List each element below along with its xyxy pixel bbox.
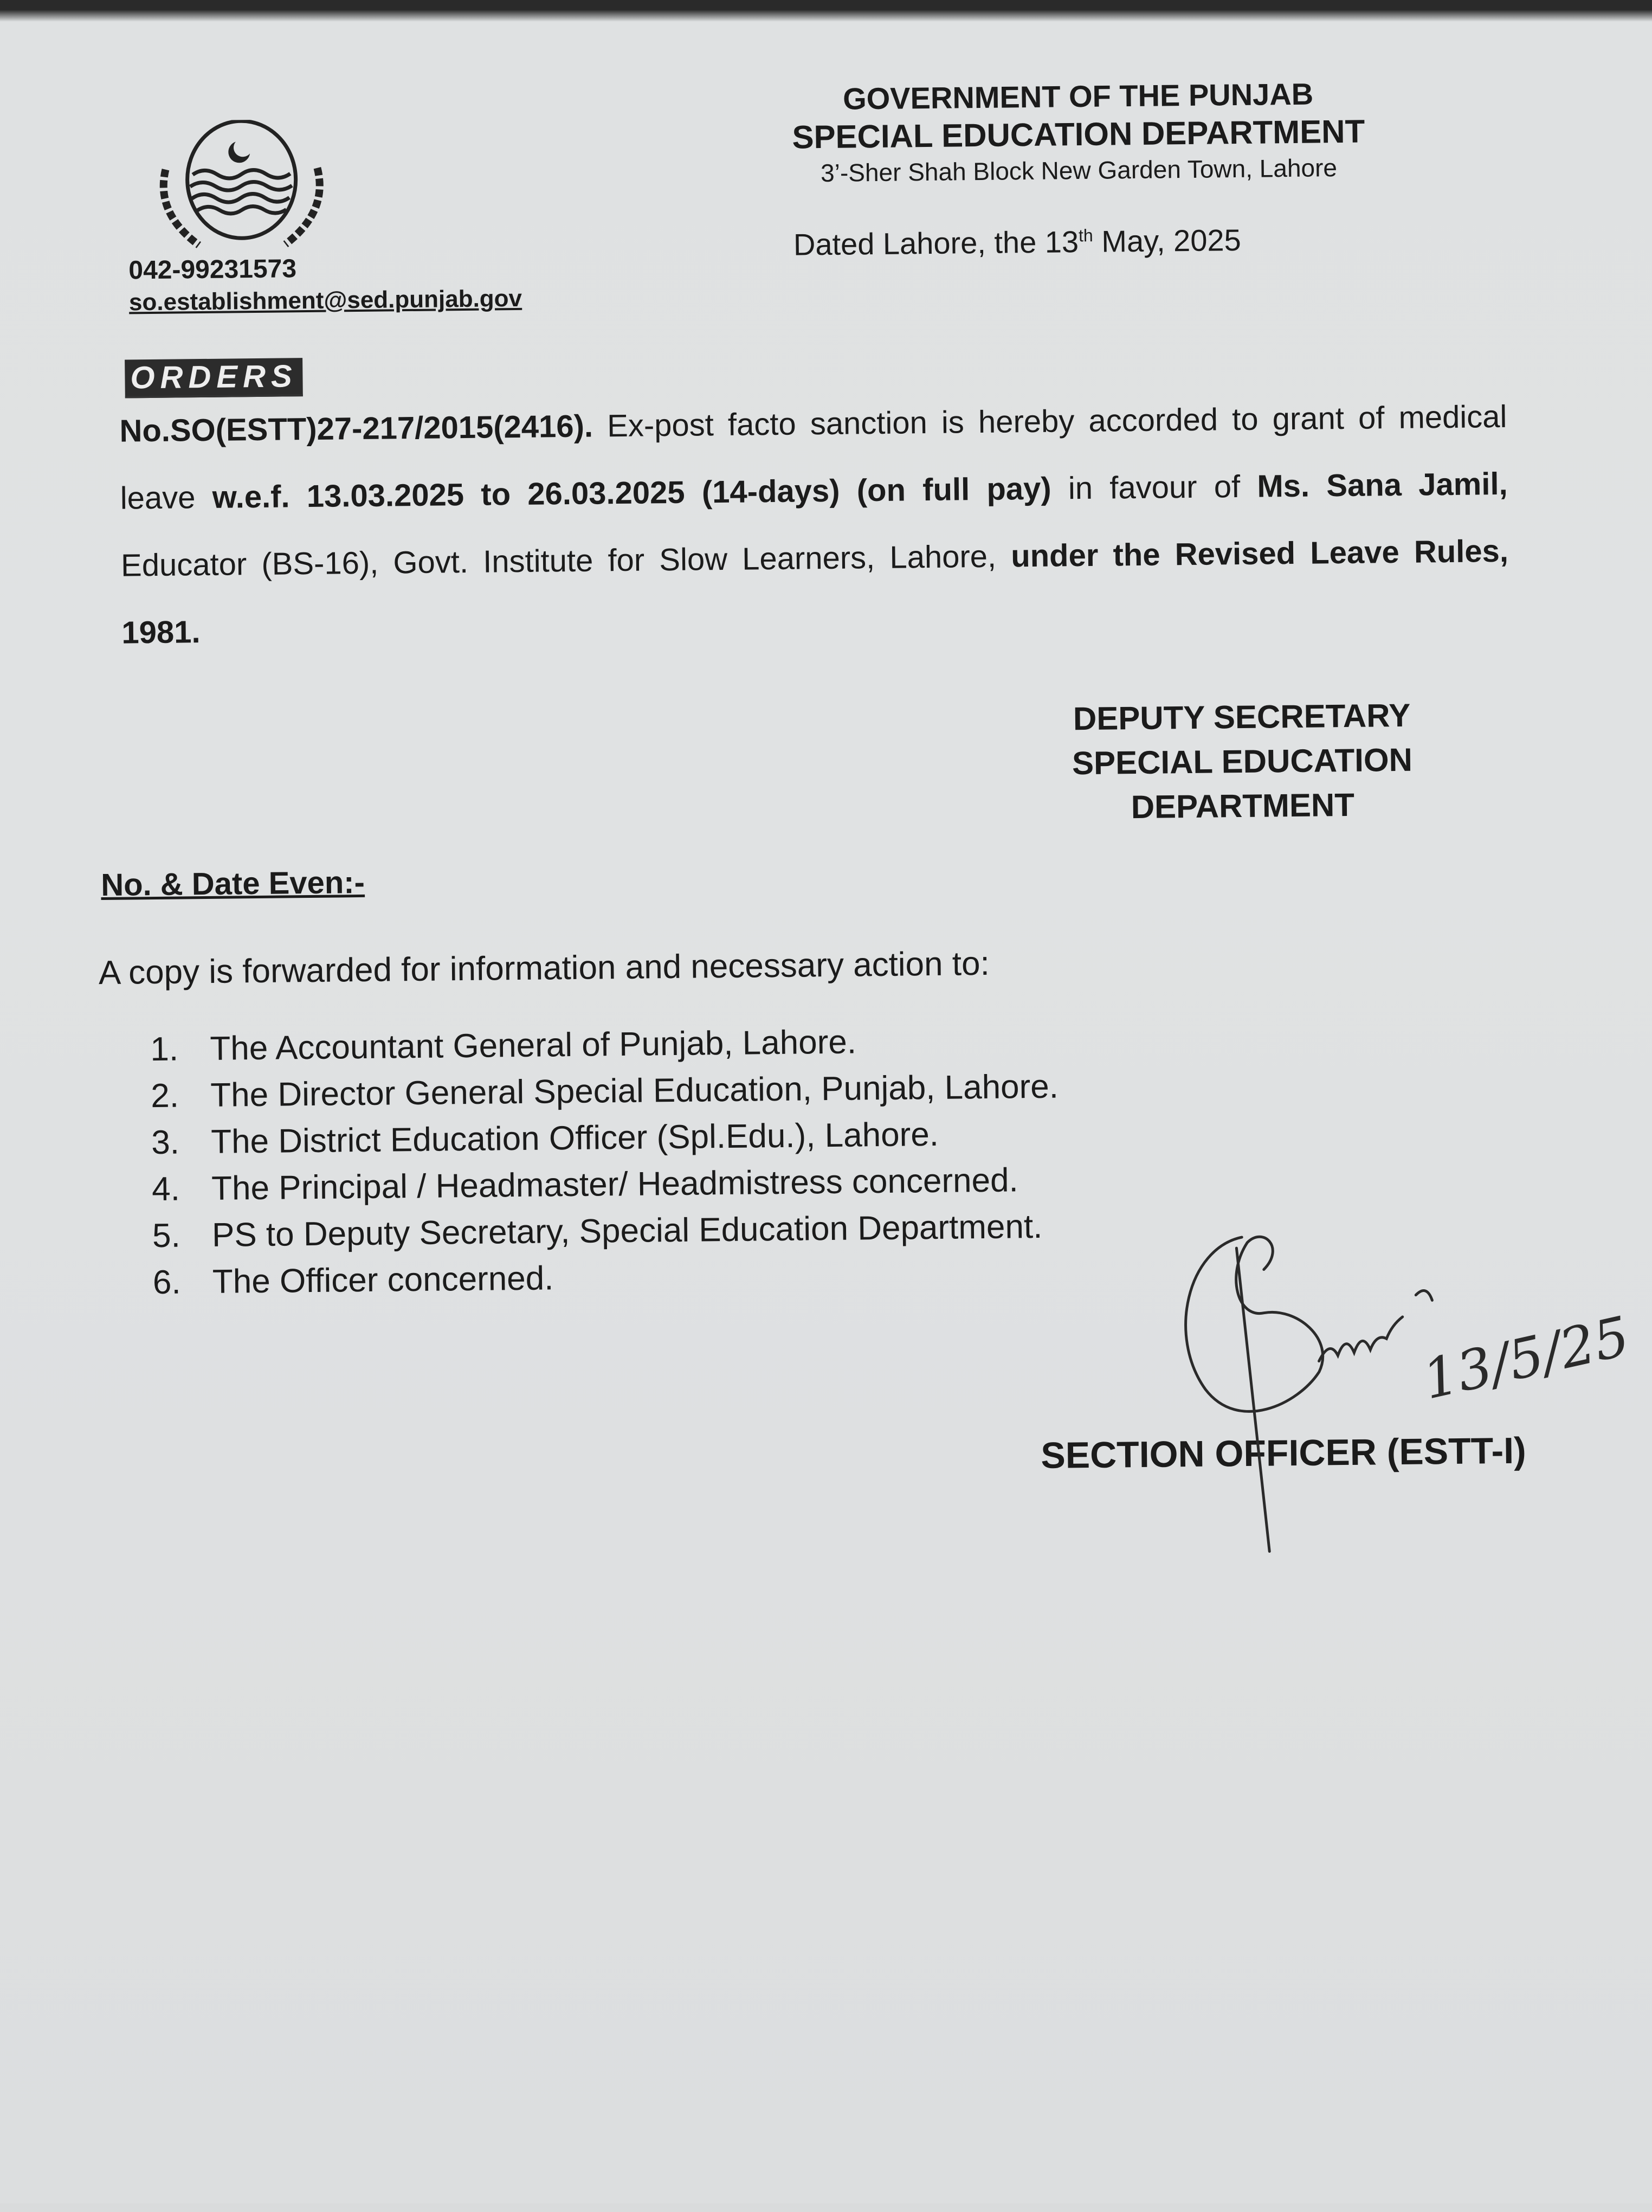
order-paragraph (119, 383, 1509, 667)
handwritten-signature (1155, 1222, 1646, 1563)
item-number: 3. (151, 1123, 180, 1162)
phone-number: 042-99231573 (128, 254, 297, 285)
address: 3’-Sher Shah Block New Garden Town, Lahore (820, 153, 1338, 188)
leave-period: w.e.f. 13.03.2025 to 26.03.2025 (14-days) (on full pay) (212, 471, 1052, 515)
date-prefix: Dated Lahore, the 13 (793, 224, 1079, 262)
order-reference: No.SO(ESTT)27-217/2015(2416). (119, 408, 593, 449)
endorsement-intro: A copy is forwarded for information and necessary action to: (98, 944, 990, 992)
distribution-list (150, 1017, 1061, 1307)
list-item (152, 1250, 1060, 1307)
signatory-line-1: DEPUTY SECRETARY (1073, 697, 1411, 737)
order-text-3: Educator (BS-16), Govt. Institute for Slow Learners, Lahore, (120, 538, 1011, 583)
item-text: The Principal / Headmaster/ Headmistress concerned. (211, 1161, 1019, 1207)
punjab-emblem-logo (144, 119, 340, 256)
item-text: PS to Deputy Secretary, Special Education Department. (211, 1207, 1043, 1254)
handwritten-date: 13/5/25 (1417, 1304, 1635, 1412)
list-item (152, 1204, 1060, 1260)
email-link[interactable]: so.establishment@sed.punjab.gov (128, 285, 522, 316)
signatory-line-3: DEPARTMENT (1131, 786, 1355, 826)
order-text-2: in favour of (1051, 468, 1257, 506)
item-text: The Accountant General of Punjab, Lahore. (210, 1023, 857, 1068)
govt-title: GOVERNMENT OF THE PUNJAB (842, 76, 1314, 116)
signatory-block (976, 692, 1509, 831)
employee-name: Ms. Sana Jamil, (1257, 466, 1508, 504)
date-month-year: May, 2025 (1093, 222, 1242, 259)
section-officer-title: SECTION OFFICER (ESTT-I) (1040, 1430, 1527, 1476)
item-text: The District Education Officer (Spl.Edu.), Lahore. (210, 1115, 939, 1161)
order-text-1: Ex-post facto sanction is hereby accorded to grant of medical leave (120, 398, 1507, 516)
item-number: 4. (151, 1170, 180, 1208)
item-text: The Director General Special Education, Punjab, Lahore. (210, 1068, 1059, 1114)
signatory-line-2: SPECIAL EDUCATION (1072, 741, 1413, 782)
date-line (793, 222, 1241, 262)
item-number: 1. (150, 1030, 179, 1069)
item-text: The Officer concerned. (212, 1259, 554, 1301)
item-number: 5. (152, 1217, 181, 1255)
item-number: 2. (150, 1077, 179, 1115)
endorsement-heading: No. & Date Even:- (100, 864, 365, 903)
orders-heading: ORDERS (125, 358, 303, 398)
department-title: SPECIAL EDUCATION DEPARTMENT (792, 113, 1365, 156)
date-suffix-sup: th (1078, 226, 1093, 246)
leave-rules: under the Revised Leave Rules, 1981. (121, 533, 1509, 651)
item-number: 6. (152, 1263, 182, 1302)
